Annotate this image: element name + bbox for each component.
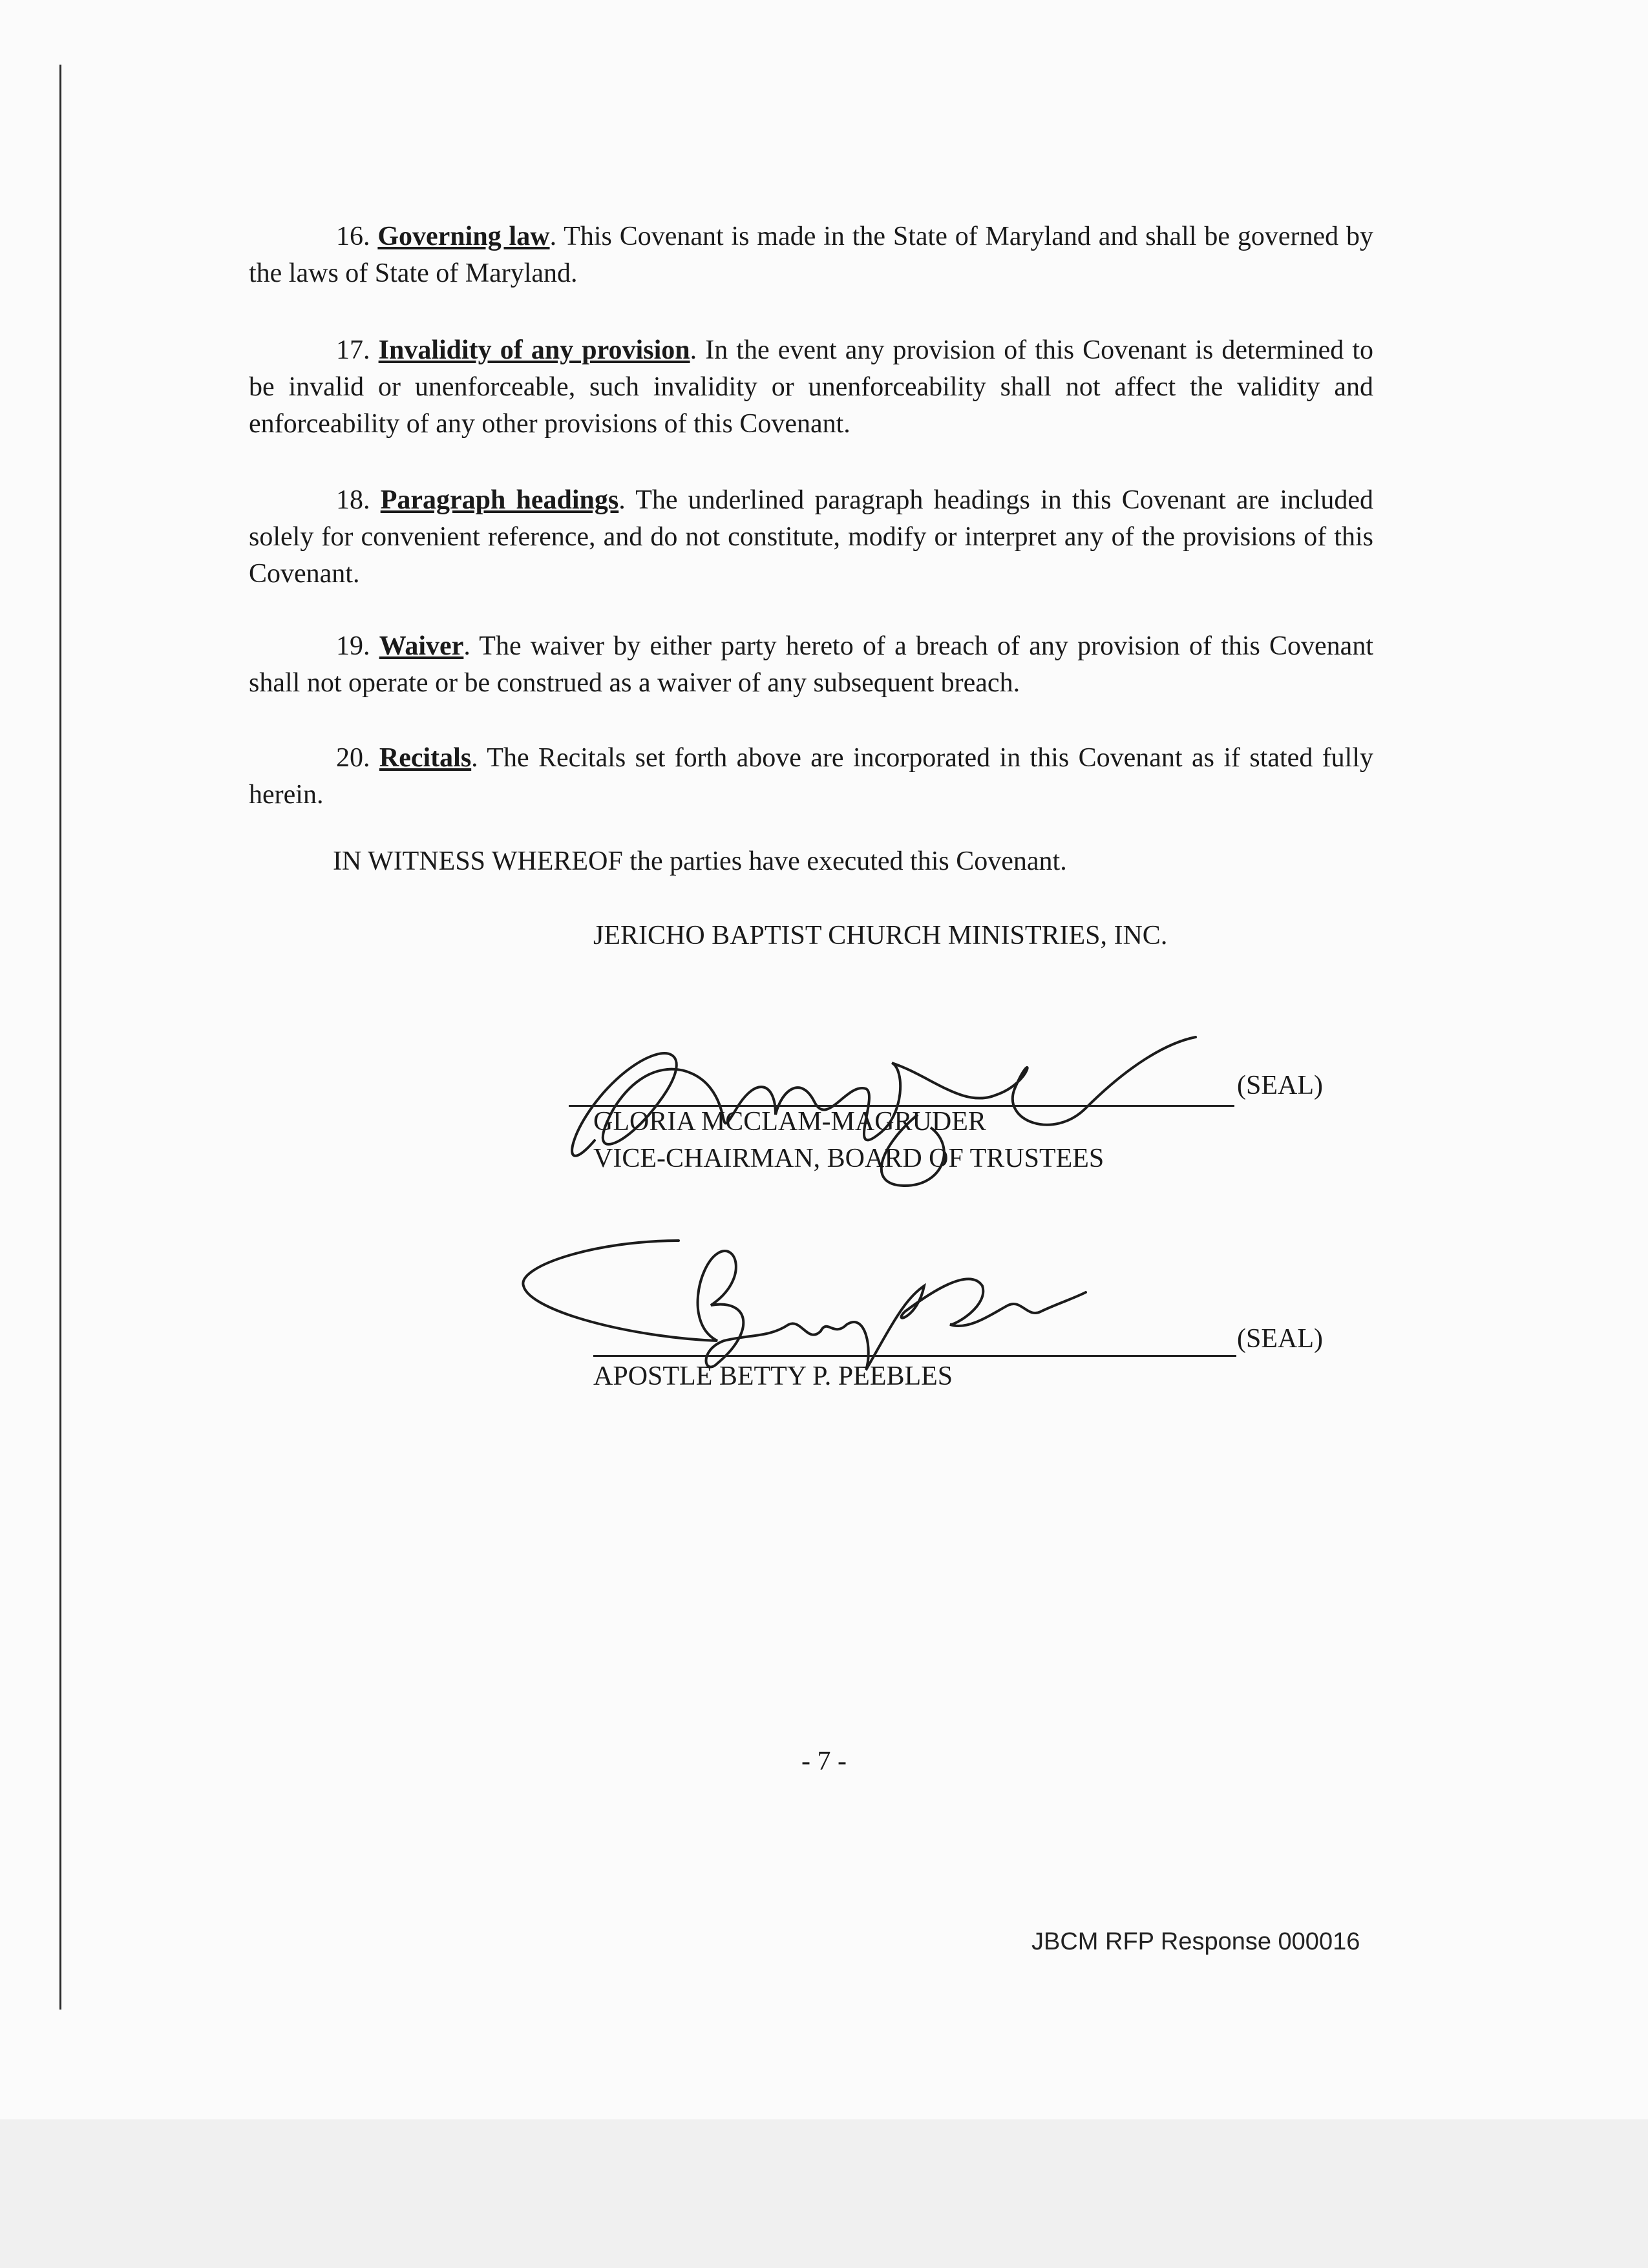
paragraph-text: In the event any provision of this Covenant is determined to be invalid or unenforceable, such invalidity or unenforceability shall not affect the validity and enforceability of any other provisions of this Covenant. xyxy=(249,335,1374,439)
paragraph-text: This Covenant is made in the State of Maryland and shall be governed by the laws of State of Maryland. xyxy=(249,222,1373,288)
paragraph-heading: Governing law xyxy=(377,222,550,251)
bates-number: JBCM RFP Response 000016 xyxy=(1031,1928,1360,1955)
signature-line xyxy=(593,1355,1236,1357)
paragraph-number: 16. xyxy=(336,222,370,251)
paragraph-19: 19. Waiver. The waiver by either party hereto of a breach of any provision of this Covenant shall not operate or be construed as a waiver of any subsequent breach. xyxy=(249,628,1373,702)
paragraph-number: 20. xyxy=(336,743,370,773)
paragraph-text: The waiver by either party hereto of a breach of any provision of this Covenant shall not operate or be construed as a waiver of any subsequent breach. xyxy=(249,631,1373,698)
paragraph-number: 19. xyxy=(336,631,370,661)
paragraph-20: 20. Recitals. The Recitals set forth above are incorporated in this Covenant as if stated fully herein. xyxy=(249,740,1373,814)
paragraph-heading: Invalidity of any provision xyxy=(378,335,690,365)
paragraph-heading: Recitals xyxy=(379,743,472,773)
paragraph-heading: Waiver xyxy=(379,631,464,661)
paragraph-18: 18. Paragraph headings. The underlined paragraph headings in this Covenant are included solely for convenient reference, and do not constitute, modify or interpret any of the provisions of this Covenant. xyxy=(249,482,1373,593)
paragraph-text: The underlined paragraph headings in this Covenant are included solely for convenient reference, and do not constitute, modify or interpret any of the provisions of this Covenant. xyxy=(249,485,1373,589)
organization-name: JERICHO BAPTIST CHURCH MINISTRIES, INC. xyxy=(593,921,1168,950)
paragraph-number: 17. xyxy=(336,335,370,365)
paragraph-16: 16. Governing law. This Covenant is made in the State of Maryland and shall be governed by the laws of State of Maryland. xyxy=(249,218,1373,292)
witness-clause: IN WITNESS WHEREOF the parties have executed this Covenant. xyxy=(333,846,1067,876)
paragraph-text: The Recitals set forth above are incorporated in this Covenant as if stated fully herein. xyxy=(249,743,1374,810)
signer-name: GLORIA MCCLAM-MAGRUDER xyxy=(593,1107,986,1137)
binder-edge-line xyxy=(59,65,61,2010)
signer-title: VICE-CHAIRMAN, BOARD OF TRUSTEES xyxy=(593,1144,1104,1173)
seal-label: (SEAL) xyxy=(1237,1071,1323,1100)
signer-name: APOSTLE BETTY P. PEEBLES xyxy=(593,1361,953,1391)
seal-label: (SEAL) xyxy=(1237,1324,1323,1354)
paragraph-heading: Paragraph headings xyxy=(380,485,619,515)
scan-margin xyxy=(0,2119,1648,2268)
paragraph-17: 17. Invalidity of any provision. In the event any provision of this Covenant is determined to be invalid or unenforceable, such invalidity or unenforceability shall not affect the validity and enforceability of any other provisions of this Covenant. xyxy=(249,332,1373,443)
paragraph-number: 18. xyxy=(336,485,370,515)
page-number: - 7 - xyxy=(801,1747,847,1776)
